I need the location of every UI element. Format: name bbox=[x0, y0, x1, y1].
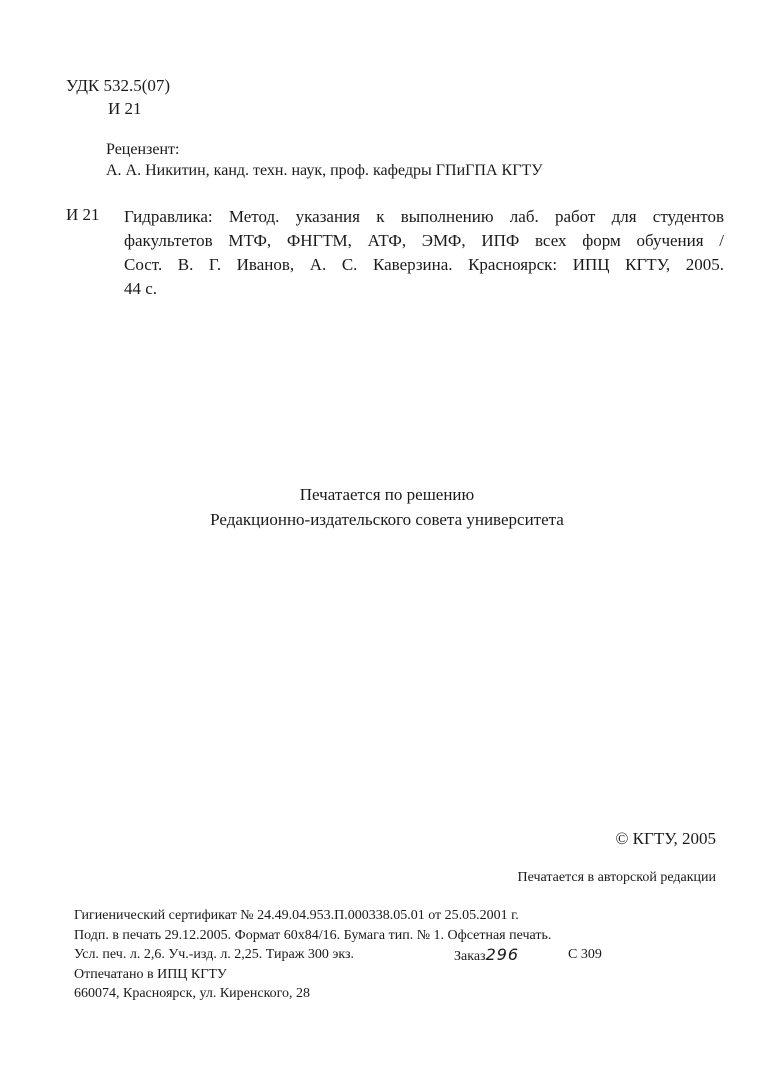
order-code: С 309 bbox=[568, 947, 602, 962]
author-mark: И 21 bbox=[108, 99, 142, 118]
order-field bbox=[454, 945, 519, 967]
bibliographic-line: Гидравлика: Метод. указания к выполнению лаб. работ для студентов bbox=[124, 207, 724, 226]
bibliographic-line: факультетов МТФ, ФНГТМ, АТФ, ЭМФ, ИПФ всех форм обучения / bbox=[124, 231, 724, 250]
bibliographic-entry bbox=[124, 205, 724, 301]
print-sheets-text: Усл. печ. л. 2,6. Уч.-изд. л. 2,25. Тираж 300 экз. bbox=[74, 947, 355, 962]
print-decision-note bbox=[0, 482, 774, 532]
print-run-line bbox=[74, 945, 602, 965]
order-label: Заказ bbox=[454, 949, 486, 964]
address-line: 660074, Красноярск, ул. Киренского, 28 bbox=[74, 986, 311, 1001]
order-number: 296 bbox=[485, 945, 520, 964]
reviewer-label: Рецензент: bbox=[106, 141, 180, 158]
imprint-block bbox=[74, 906, 602, 1004]
printed-at-line: Отпечатано в ИПЦ КГТУ bbox=[74, 966, 227, 982]
reviewer-name: А. А. Никитин, канд. техн. наук, проф. кафедры ГПиГПА КГТУ bbox=[106, 162, 543, 179]
author-edition-note: Печатается в авторской редакции bbox=[517, 870, 716, 885]
bibliographic-line: 44 с. bbox=[124, 279, 158, 298]
entry-author-mark: И 21 bbox=[66, 205, 100, 224]
copyright-notice: © КГТУ, 2005 bbox=[615, 829, 716, 848]
bibliographic-line: Сост. В. Г. Иванов, А. С. Каверзина. Красноярск: ИПЦ КГТУ, 2005. bbox=[124, 255, 724, 274]
print-decision-line: Редакционно-издательского совета университета bbox=[210, 510, 564, 529]
print-decision-line: Печатается по решению bbox=[299, 485, 475, 504]
certificate-line: Гигиенический сертификат № 24.49.04.953.П.000338.05.01 от 25.05.2001 г. bbox=[74, 908, 519, 923]
signed-for-print-line: Подп. в печать 29.12.2005. Формат 60х84/16. Бумага тип. № 1. Офсетная печать. bbox=[74, 927, 552, 943]
udk-classification: УДК 532.5(07) bbox=[66, 76, 171, 95]
